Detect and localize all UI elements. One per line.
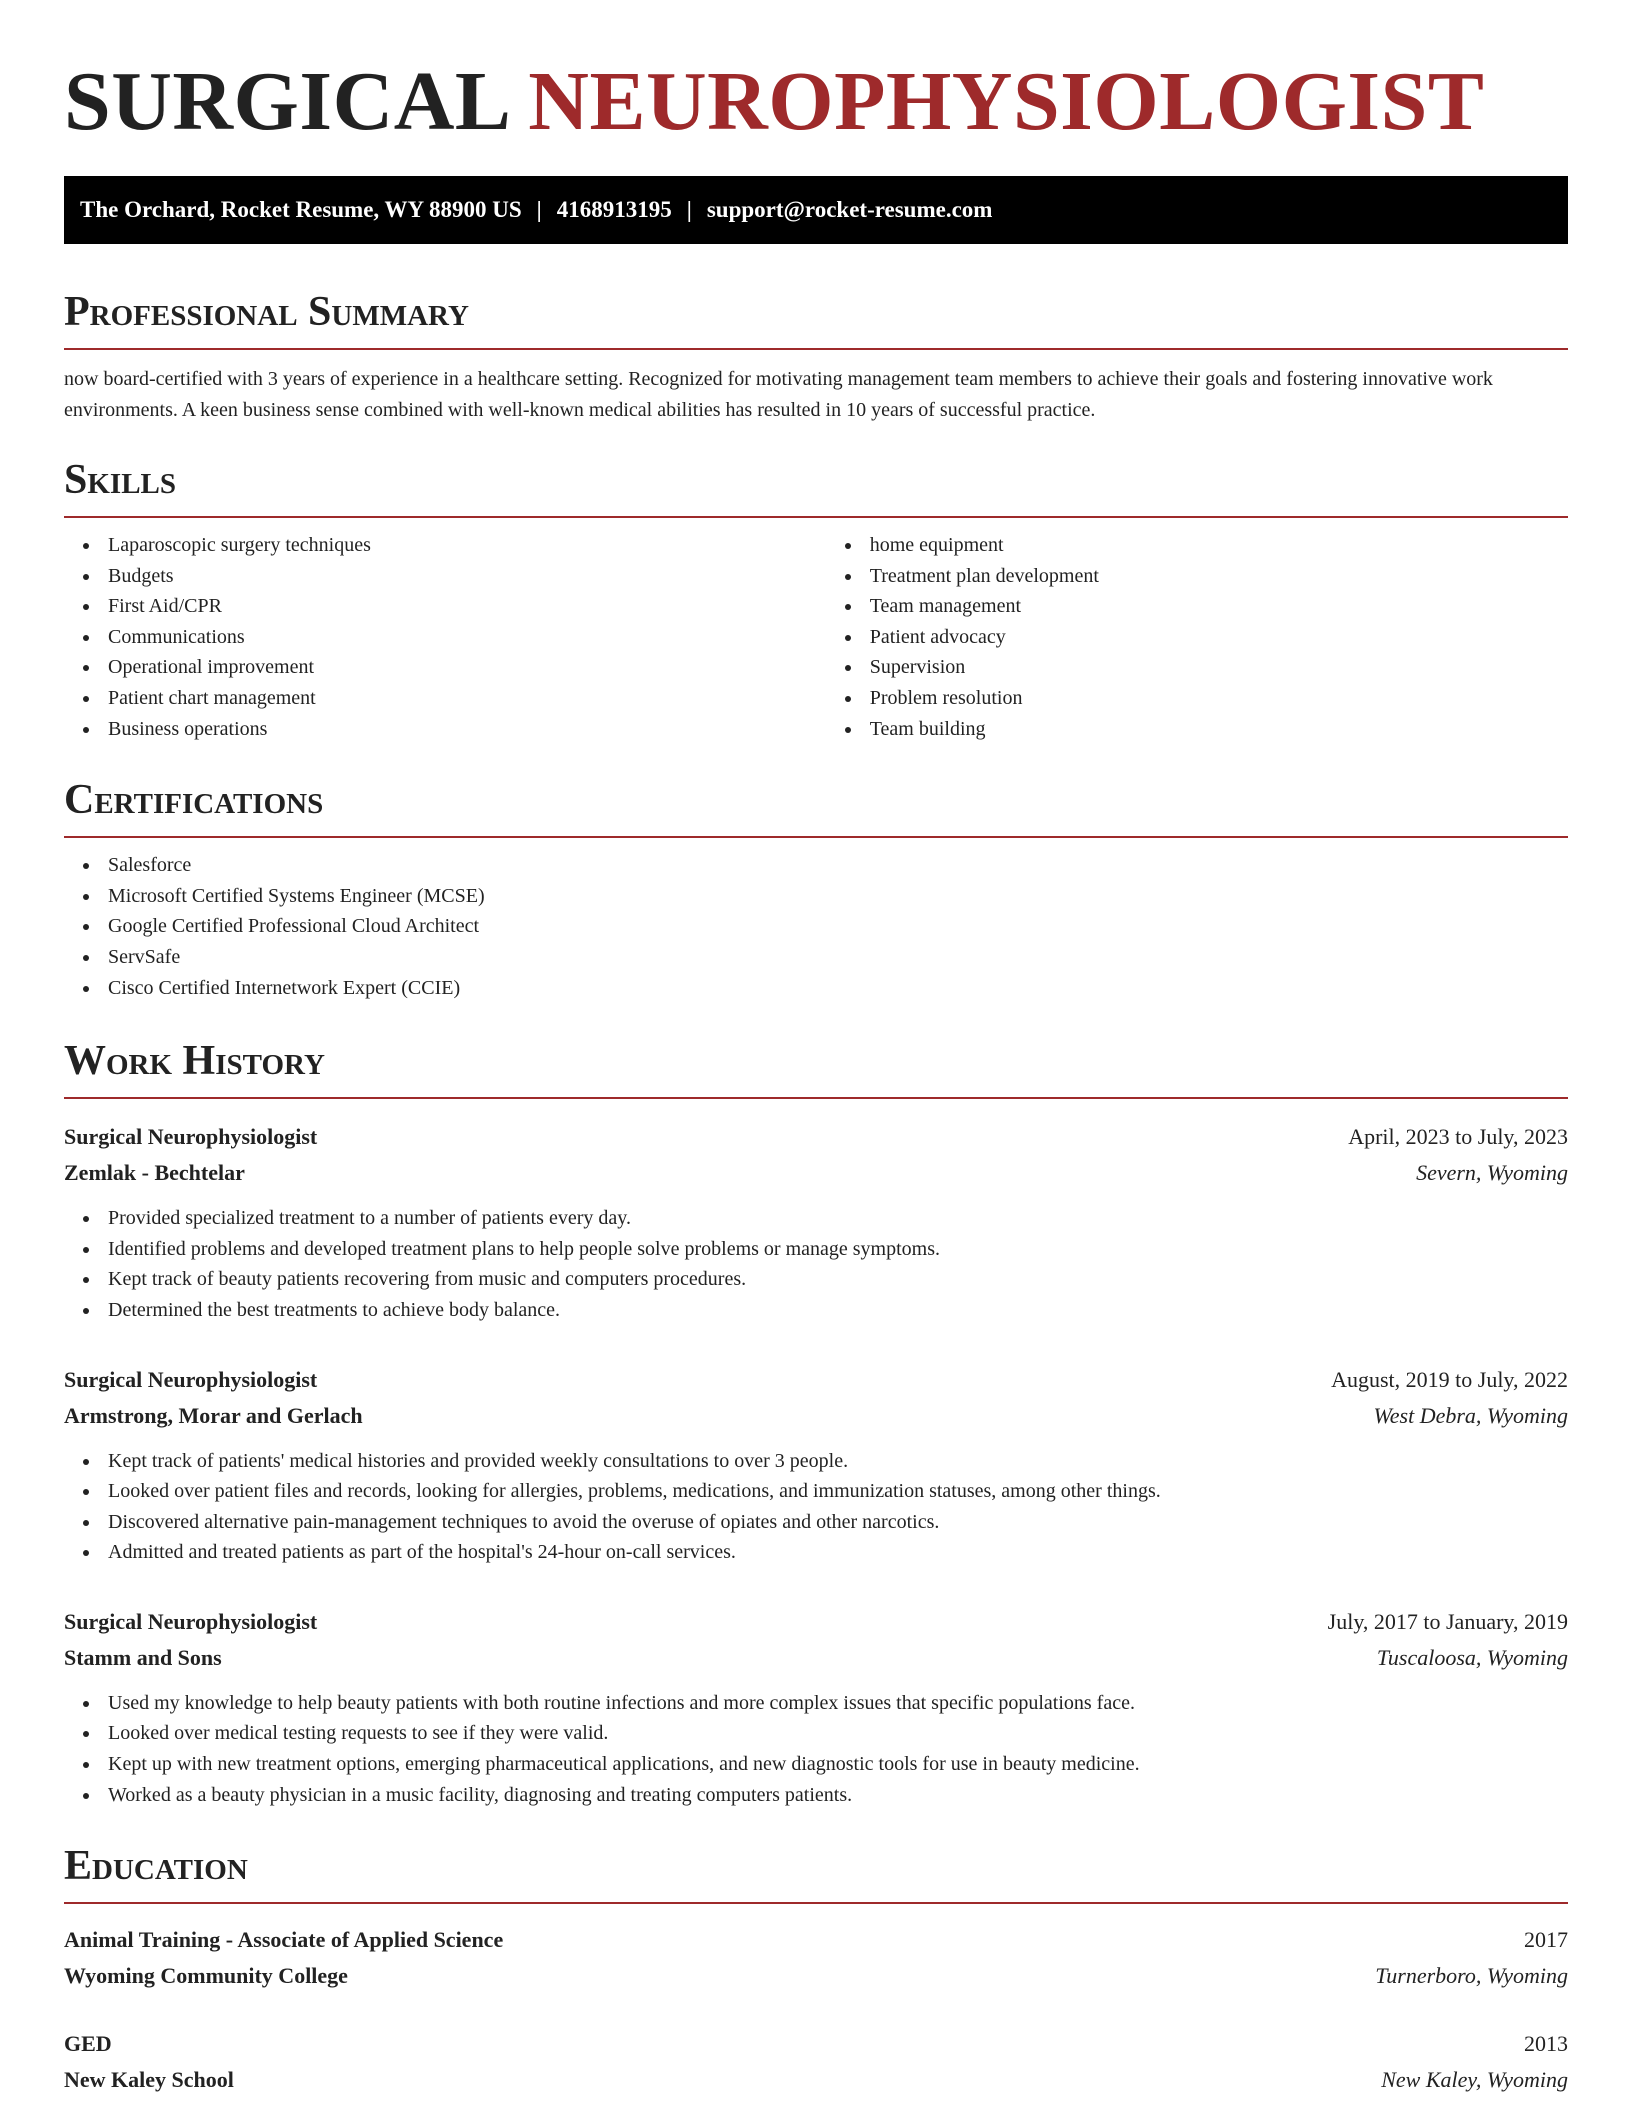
certifications-list bbox=[64, 850, 1568, 1003]
skills-section bbox=[64, 454, 1568, 744]
education-heading: Education bbox=[64, 1840, 1568, 1904]
work-history-section bbox=[64, 1035, 1568, 1810]
education-degree-row bbox=[64, 2026, 1568, 2062]
summary-heading: Professional Summary bbox=[64, 286, 1568, 350]
job-title-row bbox=[64, 1604, 1568, 1640]
skill-item: Communications bbox=[108, 622, 826, 653]
summary-section bbox=[64, 286, 1568, 426]
job-dates: April, 2023 to July, 2023 bbox=[1348, 1124, 1568, 1150]
skill-item: Supervision bbox=[870, 652, 1568, 683]
job-duties bbox=[64, 1446, 1568, 1568]
skills-heading: Skills bbox=[64, 454, 1568, 518]
job-title-row bbox=[64, 1362, 1568, 1398]
job-dates: August, 2019 to July, 2022 bbox=[1331, 1366, 1568, 1392]
job-duty: Looked over patient files and records, looking for allergies, problems, medications, and immunization statuses, among other things. bbox=[108, 1476, 1568, 1507]
certification-item: Microsoft Certified Systems Engineer (MCSE) bbox=[108, 881, 1568, 912]
job-dates: July, 2017 to January, 2019 bbox=[1327, 1608, 1568, 1634]
job-duty: Kept up with new treatment options, emerging pharmaceutical applications, and new diagnostic tools for use in beauty medicine. bbox=[108, 1749, 1568, 1780]
education-entry bbox=[64, 2026, 1568, 2098]
job-duty: Used my knowledge to help beauty patients with both routine infections and more complex issues that specific populations face. bbox=[108, 1688, 1568, 1719]
title-job-word: NEUROPHYSIOLOGIST bbox=[528, 55, 1485, 148]
job-entry bbox=[64, 1604, 1568, 1810]
certification-item: Google Certified Professional Cloud Architect bbox=[108, 911, 1568, 942]
skill-item: Problem resolution bbox=[870, 683, 1568, 714]
job-entry bbox=[64, 1362, 1568, 1568]
job-location: Tuscaloosa, Wyoming bbox=[1376, 1644, 1568, 1670]
job-duty: Determined the best treatments to achieve body balance. bbox=[108, 1295, 1568, 1326]
certification-item: Cisco Certified Internetwork Expert (CCIE) bbox=[108, 973, 1568, 1004]
job-duty: Looked over medical testing requests to see if they were valid. bbox=[108, 1718, 1568, 1749]
skill-item: Treatment plan development bbox=[870, 561, 1568, 592]
skill-item: Team building bbox=[870, 714, 1568, 745]
skills-grid bbox=[64, 518, 1568, 744]
education-degree-row bbox=[64, 1922, 1568, 1958]
job-company-row bbox=[64, 1398, 1568, 1434]
title-first-word: SURGICAL bbox=[64, 55, 507, 148]
education-school: Wyoming Community College bbox=[64, 1963, 348, 1989]
education-degree: Animal Training - Associate of Applied Science bbox=[64, 1927, 504, 1953]
job-title: Surgical Neurophysiologist bbox=[64, 1124, 318, 1150]
job-duties bbox=[64, 1688, 1568, 1810]
resume-title bbox=[64, 0, 1568, 152]
education-school: New Kaley School bbox=[64, 2067, 234, 2093]
summary-text: now board-certified with 3 years of experience in a healthcare setting. Recognized for motivating management team members to achieve their goals and fostering innovative work environments. A keen business sense combined with well-known medical abilities has resulted in 10 years of successful practice. bbox=[64, 368, 1493, 421]
contact-address: The Orchard, Rocket Resume, WY 88900 US bbox=[80, 197, 522, 222]
education-location: Turnerboro, Wyoming bbox=[1375, 1963, 1568, 1989]
job-title: Surgical Neurophysiologist bbox=[64, 1366, 318, 1392]
education-year: 2013 bbox=[1524, 2031, 1568, 2057]
certifications-heading: Certifications bbox=[64, 774, 1568, 838]
skill-item: Laparoscopic surgery techniques bbox=[108, 530, 826, 561]
job-location: Severn, Wyoming bbox=[1416, 1160, 1568, 1186]
skill-item: Budgets bbox=[108, 561, 826, 592]
contact-email: support@rocket-resume.com bbox=[706, 197, 993, 222]
skill-item: Team management bbox=[870, 591, 1568, 622]
job-duties bbox=[64, 1203, 1568, 1325]
contact-phone: 4168913195 bbox=[556, 197, 672, 222]
job-company: Armstrong, Morar and Gerlach bbox=[64, 1402, 363, 1428]
work-history-heading: Work History bbox=[64, 1035, 1568, 1099]
job-duty: Kept track of patients' medical histories and provided weekly consultations to over 3 people. bbox=[108, 1446, 1568, 1477]
job-location: West Debra, Wyoming bbox=[1373, 1402, 1568, 1428]
skills-list-left bbox=[64, 530, 826, 744]
education-entry bbox=[64, 1922, 1568, 1994]
job-duty: Worked as a beauty physician in a music facility, diagnosing and treating computers patients. bbox=[108, 1780, 1568, 1811]
job-duty: Admitted and treated patients as part of the hospital's 24-hour on-call services. bbox=[108, 1537, 1568, 1568]
contact-bar bbox=[64, 176, 1568, 244]
contact-separator: | bbox=[536, 197, 542, 222]
job-company-row bbox=[64, 1155, 1568, 1191]
education-location: New Kaley, Wyoming bbox=[1381, 2067, 1568, 2093]
job-duty: Kept track of beauty patients recovering from music and computers procedures. bbox=[108, 1264, 1568, 1295]
job-company-row bbox=[64, 1640, 1568, 1676]
job-company: Zemlak - Bechtelar bbox=[64, 1160, 245, 1186]
contact-separator: | bbox=[686, 197, 692, 222]
certifications-section bbox=[64, 774, 1568, 1003]
certification-item: ServSafe bbox=[108, 942, 1568, 973]
skill-item: Business operations bbox=[108, 714, 826, 745]
job-duty: Identified problems and developed treatment plans to help people solve problems or manage symptoms. bbox=[108, 1234, 1568, 1265]
education-degree: GED bbox=[64, 2031, 112, 2057]
job-entry bbox=[64, 1119, 1568, 1325]
job-title: Surgical Neurophysiologist bbox=[64, 1608, 318, 1634]
skill-item: Patient chart management bbox=[108, 683, 826, 714]
certification-item: Salesforce bbox=[108, 850, 1568, 881]
job-company: Stamm and Sons bbox=[64, 1644, 222, 1670]
skills-list-right bbox=[826, 530, 1568, 744]
skill-item: Patient advocacy bbox=[870, 622, 1568, 653]
education-section bbox=[64, 1840, 1568, 2098]
education-year: 2017 bbox=[1524, 1927, 1568, 1953]
job-title-row bbox=[64, 1119, 1568, 1155]
job-duty: Discovered alternative pain-management techniques to avoid the overuse of opiates and other narcotics. bbox=[108, 1507, 1568, 1538]
education-school-row bbox=[64, 1958, 1568, 1994]
skill-item: Operational improvement bbox=[108, 652, 826, 683]
job-duty: Provided specialized treatment to a number of patients every day. bbox=[108, 1203, 1568, 1234]
skill-item: home equipment bbox=[870, 530, 1568, 561]
skill-item: First Aid/CPR bbox=[108, 591, 826, 622]
education-school-row bbox=[64, 2062, 1568, 2098]
